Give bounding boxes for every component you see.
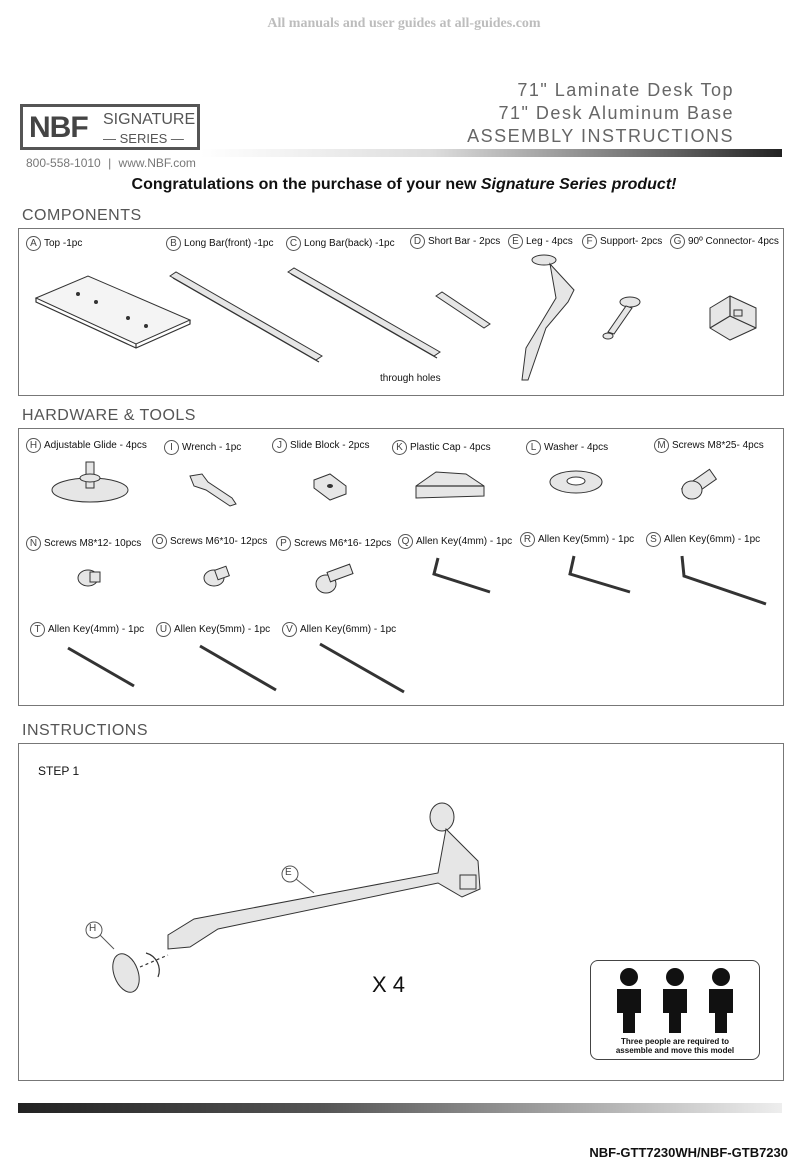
hardware-s-text: Allen Key(6mm) - 1pc <box>664 534 761 545</box>
people-required-note <box>591 1037 759 1055</box>
hardware-u-text: Allen Key(5mm) - 1pc <box>174 624 271 635</box>
component-e-letter: E <box>508 234 523 249</box>
hardware-v-text: Allen Key(6mm) - 1pc <box>300 624 397 635</box>
component-a-text: Top -1pc <box>44 238 83 249</box>
phone-number: 800-558-1010 <box>26 156 101 170</box>
screw-m6x10-icon <box>204 566 229 586</box>
hardware-j-letter: J <box>272 438 287 453</box>
hardware-drawings <box>18 428 784 706</box>
support-icon <box>603 297 640 339</box>
hardware-t-text: Allen Key(4mm) - 1pc <box>48 624 145 635</box>
title-line-1: 71" Laminate Desk Top <box>517 80 734 100</box>
hardware-n-letter: N <box>26 536 41 551</box>
glide-icon <box>52 462 128 502</box>
three-people-icon <box>591 961 761 1037</box>
connector-90-icon <box>710 296 756 340</box>
short-bar-icon <box>436 292 490 328</box>
components-heading: COMPONENTS <box>22 207 142 224</box>
washer-icon <box>550 471 602 493</box>
instructions-heading: INSTRUCTIONS <box>22 722 148 739</box>
screw-m8x12-icon <box>78 570 100 586</box>
through-holes-note: through holes <box>380 373 441 384</box>
hardware-j-text: Slide Block - 2pcs <box>290 440 370 451</box>
allen-key-5mm-straight-icon <box>200 646 276 690</box>
allen-key-6mm-straight-icon <box>320 644 404 692</box>
hardware-i-letter: I <box>164 440 179 455</box>
component-e-text: Leg - 4pcs <box>526 236 573 247</box>
hardware-k-text: Plastic Cap - 4pcs <box>410 442 491 453</box>
hardware-q-letter: Q <box>398 534 413 549</box>
hardware-s-letter: S <box>646 532 661 547</box>
quantity-multiplier: X 4 <box>372 972 406 997</box>
long-bar-front-icon <box>170 272 322 362</box>
contact-separator: | <box>108 156 112 170</box>
hardware-r-text: Allen Key(5mm) - 1pc <box>538 534 635 545</box>
hardware-o-letter: O <box>152 534 167 549</box>
hardware-k-letter: K <box>392 440 407 455</box>
title-line-2: 71" Desk Aluminum Base <box>498 103 734 123</box>
leg-assembly-icon <box>168 803 480 949</box>
components-drawings <box>18 228 784 396</box>
hardware-l-letter: L <box>526 440 541 455</box>
hardware-u-letter: U <box>156 622 171 637</box>
component-b-letter: B <box>166 236 181 251</box>
callout-e-label: E <box>285 867 292 878</box>
model-number: NBF-GTT7230WH/NBF-GTB7230 <box>589 1145 788 1160</box>
logo-line1: SIGNATURE <box>103 111 196 128</box>
component-c-letter: C <box>286 236 301 251</box>
screw-m8x25-icon <box>682 469 717 499</box>
logo-line2: — SERIES — <box>103 131 184 146</box>
step-1-label: STEP 1 <box>38 764 80 778</box>
component-g-text: 90º Connector- 4pcs <box>688 236 779 247</box>
plastic-cap-icon <box>416 472 484 498</box>
allen-key-4mm-straight-icon <box>68 648 134 686</box>
component-c-text: Long Bar(back) -1pc <box>304 238 395 249</box>
hardware-i-text: Wrench - 1pc <box>182 442 242 453</box>
congrats-message <box>0 176 808 194</box>
component-f-letter: F <box>582 234 597 249</box>
contact-info <box>26 156 196 170</box>
hardware-heading: HARDWARE & TOOLS <box>22 407 196 424</box>
component-d-letter: D <box>410 234 425 249</box>
hardware-v-letter: V <box>282 622 297 637</box>
hardware-t-letter: T <box>30 622 45 637</box>
logo-brand: NBF <box>29 111 88 144</box>
component-a-letter: A <box>26 236 41 251</box>
wrench-icon <box>190 474 236 506</box>
people-note-line-1: Three people are required to <box>620 1037 730 1046</box>
footer-rule <box>18 1103 782 1113</box>
component-f-text: Support- 2pcs <box>600 236 663 247</box>
hardware-o-text: Screws M6*10- 12pcs <box>170 536 268 547</box>
component-b-text: Long Bar(front) -1pc <box>184 238 274 249</box>
hardware-h-text: Adjustable Glide - 4pcs <box>44 440 147 451</box>
callout-h-label: H <box>89 923 97 934</box>
people-note-line-2: assemble and move this model <box>615 1046 735 1055</box>
hardware-p-letter: P <box>276 536 291 551</box>
hardware-q-text: Allen Key(4mm) - 1pc <box>416 536 513 547</box>
hardware-h-letter: H <box>26 438 41 453</box>
desk-top-panel-icon <box>36 276 190 348</box>
watermark: All manuals and user guides at all-guides.com <box>267 16 541 31</box>
congrats-text: Congratulations on the purchase of your new <box>131 176 481 193</box>
allen-key-6mm-l-icon <box>682 556 766 604</box>
slide-block-icon <box>314 474 346 500</box>
long-bar-back-icon <box>288 268 440 358</box>
allen-key-4mm-l-icon <box>434 558 490 592</box>
title-line-3: ASSEMBLY INSTRUCTIONS <box>467 126 734 146</box>
glide-assembly-icon <box>108 950 168 996</box>
hardware-m-letter: M <box>654 438 669 453</box>
component-g-letter: G <box>670 234 685 249</box>
screw-m6x16-icon <box>316 564 353 593</box>
congrats-emphasis: Signature Series product! <box>480 176 677 193</box>
leg-icon <box>522 255 574 380</box>
hardware-p-text: Screws M6*16- 12pcs <box>294 538 392 549</box>
header-rule <box>200 149 782 157</box>
allen-key-5mm-l-icon <box>570 556 630 592</box>
hardware-n-text: Screws M8*12- 10pcs <box>44 538 142 549</box>
component-d-text: Short Bar - 2pcs <box>428 236 501 247</box>
website: www.NBF.com <box>118 156 196 170</box>
hardware-r-letter: R <box>520 532 535 547</box>
people-required-box <box>590 960 760 1060</box>
hardware-l-text: Washer - 4pcs <box>544 442 609 453</box>
hardware-m-text: Screws M8*25- 4pcs <box>672 440 764 451</box>
brand-logo <box>20 104 200 150</box>
